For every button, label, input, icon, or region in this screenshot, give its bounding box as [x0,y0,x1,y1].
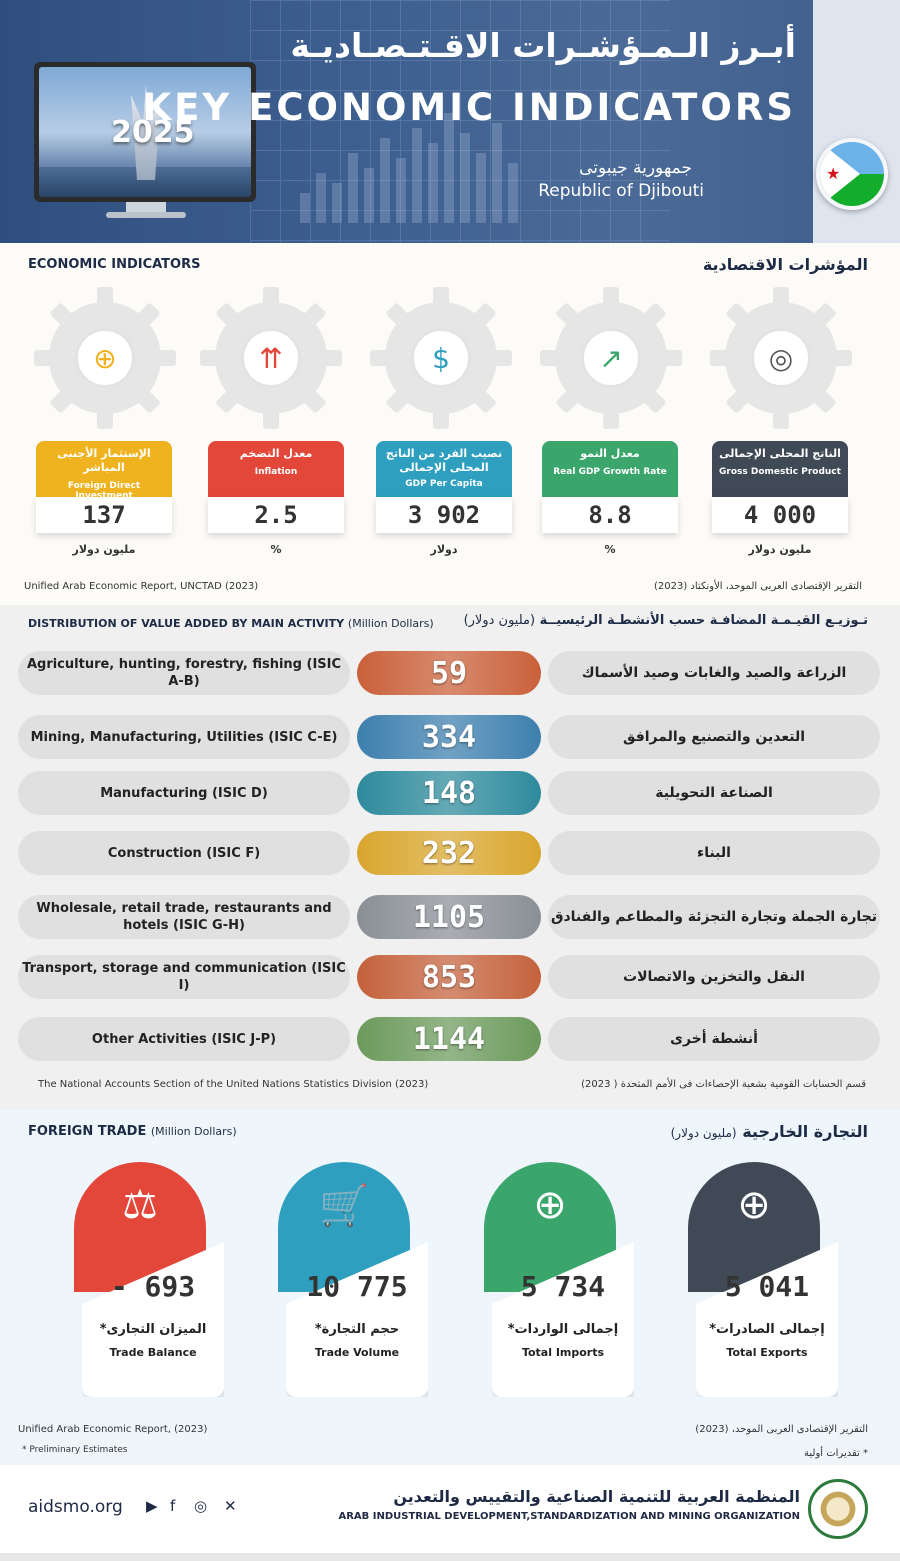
activity-label-ar: النقل والتخزين والاتصالات [548,955,880,999]
facebook-icon[interactable]: f [170,1497,176,1515]
trade-label-ar: إجمالى الواردات* [507,1322,619,1337]
activity-label-ar: أنشطة أخرى [548,1017,880,1061]
activity-value: 334 [357,715,541,759]
total-imports-card [484,1162,619,1397]
gear-fdi [30,283,180,433]
source-ar: التقرير الإقتصادى العربى الموحد، الأونكتاد (2023) [653,581,862,592]
section-title-en: ECONOMIC INDICATORS [28,257,201,272]
trade-label-ar: حجم التجارة* [314,1322,400,1337]
unit-per-capita: دولار [430,543,458,556]
globe-import-icon: ⊕ [533,1182,567,1228]
value-added-section [0,605,900,1110]
unit-growth: % [604,543,616,556]
card-value: 137 [36,497,172,533]
section-unit-ar: (مليون دولار) [670,1126,737,1140]
unit-inflation: % [270,543,282,556]
website-link[interactable]: aidsmo.org [28,1497,123,1517]
gear-per-capita [366,283,516,433]
activity-label-en: Mining, Manufacturing, Utilities (ISIC C-E) [18,715,350,759]
section-title-en-text: FOREIGN TRADE [28,1124,147,1139]
section-title-en [28,1124,237,1139]
card-fdi [36,441,172,531]
trade-balance-card [74,1162,206,1397]
note-ar: * تقديرات أولية [804,1448,868,1459]
trade-label-ar: الميزان التجارى* [99,1322,207,1337]
gdp-icon: ◎ [751,328,811,388]
card-value: 3 902 [376,497,512,533]
x-twitter-icon[interactable]: ✕ [224,1497,237,1515]
globe-export-icon: ⊕ [737,1182,771,1228]
section-title-en-text: DISTRIBUTION OF VALUE ADDED BY MAIN ACTIVITY [28,617,345,630]
section-title-ar [464,613,868,628]
activity-label-en: Other Activities (ISIC J-P) [18,1017,350,1061]
source-en: Unified Arab Economic Report, (2023) [18,1424,208,1435]
activity-label-ar: البناء [548,831,880,875]
card-growth [542,441,678,531]
activity-label-en: Wholesale, retail trade, restaurants and hotels (ISIC G-H) [18,895,350,939]
activity-value: 853 [357,955,541,999]
org-name-en: ARAB INDUSTRIAL DEVELOPMENT,STANDARDIZATION AND MINING ORGANIZATION [338,1511,800,1522]
activity-value: 1105 [357,895,541,939]
card-label-en: Gross Domestic Product [719,467,841,477]
gear-gdp [706,283,856,433]
cart-globe-icon: 🛒 [319,1183,369,1229]
card-label-ar: الإستثمار الأجنبى المباشر [57,447,151,474]
section-title-ar [671,1122,868,1141]
source-en: Unified Arab Economic Report, UNCTAD (2023) [24,581,259,592]
year-label: 2025 [111,115,195,150]
section-unit-en: (Million Dollars) [347,617,434,630]
trade-value: 5 734 [520,1270,606,1303]
card-label-en: Foreign Direct Investment [67,481,141,501]
footer [0,1465,900,1561]
activity-value: 148 [357,771,541,815]
page-title-en: KEY ECONOMIC INDICATORS [142,86,796,129]
activity-value: 59 [357,651,541,695]
activity-label-en: Construction (ISIC F) [18,831,350,875]
activity-value: 232 [357,831,541,875]
total-exports-card [688,1162,825,1397]
trade-value: 5 041 [724,1270,810,1303]
card-value: 4 000 [712,497,848,533]
card-inflation [208,441,344,531]
activity-label-en: Agriculture, hunting, forestry, fishing (ISIC A-B) [18,651,350,695]
activity-value: 1144 [357,1017,541,1061]
card-label-en: Real GDP Growth Rate [553,467,667,477]
trade-label-en: Trade Volume [314,1346,400,1359]
trade-label-en: Total Exports [726,1346,808,1359]
card-label-ar: الناتج المحلى الإجمالى [719,447,841,460]
economic-indicators-section [0,243,900,605]
card-value: 8.8 [542,497,678,533]
country-name-en: Republic of Djibouti [538,181,704,201]
country-name-ar: جمهورية جيبوتى [579,158,692,178]
trade-label-en: Trade Balance [109,1346,197,1359]
note-en: * Preliminary Estimates [22,1445,128,1455]
section-title-en [28,617,434,630]
section-title-ar-text: تـوزيـع القيـمـة المضافـة حسب الأنشطـة الرئيسيــة [539,613,868,628]
source-ar: قسم الحسابات القومية بشعبة الإحصاءات فى الأمم المتحدة ( 2023) [581,1079,866,1090]
card-label-ar: معدل التضخم [239,447,313,460]
section-title-ar-text: التجارة الخارجية [742,1122,868,1141]
trade-label-en: Total Imports [521,1346,605,1359]
aidsmo-logo-icon [808,1479,868,1539]
unit-gdp: مليون دولار [748,543,812,556]
card-value: 2.5 [208,497,344,533]
youtube-icon[interactable]: ▶ [146,1497,158,1515]
source-ar: التقرير الإقتصادى العربى الموحد، (2023) [695,1424,868,1435]
activity-label-en: Transport, storage and communication (ISIC I) [18,955,350,999]
source-en: The National Accounts Section of the United Nations Statistics Division (2023) [38,1079,429,1090]
djibouti-flag-icon: ★ [816,138,888,210]
section-unit-ar: (مليون دولار) [463,613,536,628]
activity-label-en: Manufacturing (ISIC D) [18,771,350,815]
page-title-ar: أبـرز الـمـؤشـرات الاقـتـصـاديـة [290,26,796,65]
instagram-icon[interactable]: ◎ [194,1497,208,1515]
trade-label-ar: إجمالى الصادرات* [709,1322,825,1337]
trade-value: 10 775 [306,1270,408,1303]
org-name-ar: المنظمة العربية للتنمية الصناعية والتقييس والتعدين [393,1487,800,1506]
globe-investment-icon: ⊕ [75,328,135,388]
card-label-ar: نصيب الفرد من الناتج المحلى الإجمالى [385,447,503,474]
card-label-ar: معدل النمو [580,447,640,460]
section-title-ar: المؤشرات الاقتصادية [702,255,868,274]
activity-label-ar: تجارة الجملة وتجارة التجزئة والمطاعم والفنادق [548,895,880,939]
person-dollar-icon: $ [411,328,471,388]
activity-label-ar: الصناعة التحويلية [548,771,880,815]
growth-chart-icon: ↗ [581,328,641,388]
trade-volume-card [278,1162,410,1397]
gear-growth [536,283,686,433]
section-unit-en: (Million Dollars) [150,1125,237,1138]
trade-balance-icon: ⚖ [122,1182,158,1228]
card-gdp [712,441,848,531]
activity-label-ar: الزراعة والصيد والغابات وصيد الأسماك [548,651,880,695]
inflation-icon: ⇈ [241,328,301,388]
card-label-en: Inflation [254,467,298,477]
foreign-trade-section [0,1110,900,1465]
trade-value: - 693 [110,1270,196,1303]
unit-fdi: مليون دولار [72,543,136,556]
header-banner [0,0,900,243]
card-per-capita [376,441,512,531]
activity-label-ar: التعدين والتصنيع والمرافق [548,715,880,759]
card-label-en: GDP Per Capita [405,479,483,489]
gear-inflation [196,283,346,433]
